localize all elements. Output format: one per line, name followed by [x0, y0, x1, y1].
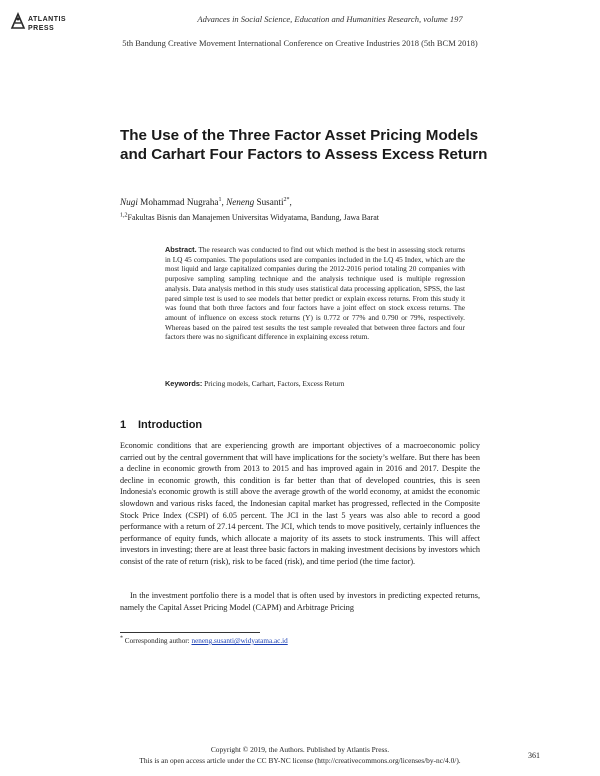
- author2-family: Susanti: [254, 197, 284, 207]
- series-header: Advances in Social Science, Education and Humanities Research, volume 197: [197, 14, 463, 24]
- paper-title: The Use of the Three Factor Asset Pricing Models and Carhart Four Factors to Assess Excess Return: [120, 127, 488, 163]
- author1-sup: 1: [218, 196, 222, 203]
- footnote-mark: *: [120, 635, 123, 642]
- page-number: 361: [528, 751, 540, 760]
- author1-family: Mohammad Nugraha: [137, 197, 219, 207]
- footnote-rule: [120, 632, 260, 633]
- atlantis-logo-icon: [10, 12, 26, 30]
- author-tail: ,: [289, 197, 292, 207]
- keywords-label: Keywords:: [165, 379, 203, 388]
- author2-given: Neneng: [226, 197, 255, 207]
- keywords-text: Pricing models, Carhart, Factors, Excess Return: [202, 379, 345, 388]
- author-sep: ,: [221, 197, 227, 207]
- section-title: Introduction: [138, 419, 203, 431]
- conference-header: 5th Bandung Creative Movement International Conference on Creative Industries 2018 (5th BCM 2018): [122, 38, 478, 48]
- footnote-label: Corresponding author:: [123, 637, 192, 645]
- affil-sup: 1,2: [120, 212, 128, 219]
- affiliation: [120, 213, 379, 222]
- keywords: [165, 379, 465, 389]
- copyright-line: Copyright © 2019, the Authors. Published by Atlantis Press.: [210, 745, 390, 754]
- author2-sup: 2*: [283, 196, 290, 203]
- abstract: [165, 245, 465, 342]
- author1-given: Nugi: [120, 197, 138, 207]
- logo-line2: PRESS: [28, 25, 55, 32]
- license-line: This is an open access article under the CC BY-NC license (http://creativecommons.org/licenses/by-nc/4.0/).: [139, 756, 461, 765]
- section-heading: [120, 419, 202, 431]
- intro-paragraph-2: In the investment portfolio there is a model that is often used by investors in predicting expected returns, namely the Capital Asset Pricing Model (CAPM) and Arbitrage Pricing: [120, 591, 480, 612]
- affil-text: Fakultas Bisnis dan Manajemen Universitas Widyatama, Bandung, Jawa Barat: [127, 213, 379, 222]
- logo-line1: ATLANTIS: [28, 16, 67, 23]
- section-number: 1: [120, 419, 127, 431]
- author-line: [120, 197, 292, 207]
- footnote: [120, 637, 288, 645]
- corresponding-email-link[interactable]: neneng.susanti@widyatama.ac.id: [191, 637, 288, 645]
- abstract-label: Abstract.: [165, 245, 197, 254]
- abstract-text: The research was conducted to find out which method is the best in assessing stock returns in LQ 45 companies. The populations used are companies included in the LQ 45 Index, which are the most liquid and large capitalized companies during the 2012-2016 period totaling 20 companies with purposive sampling sampling technique and the analysis technique used is multiple regression analysis. Data analysis method in this study uses statistical data processing application, SPSS, the last pared simple test is used to see models that better predict or explain excess returns. From this study it was found that both three factors and four factors have a joint effect on stock excess returns. The amount of influence on excess stock returns (Y) is 0.772 or 77% and 0.790 or 79%, respectively. Whereas based on the paired test sesults the test sample revealed that between three factors and four factors there was no significant difference in explaining excess retum.: [165, 245, 465, 342]
- intro-paragraph-1: Economic conditions that are experiencing growth are important objectives of a macroeconomic policy carried out by the central government that will have implications for the society’s welfare. But there has been a decline in economic growth from 2013 to 2015 and has improved again in 2016 and 2017. Despite the decline in economic growth, this condition is far better than that of developed countries, this is seen Indonesia's economic growth is still above the average growth of the world economy, at amidst the economic slowdown and various risks faced, the Indonesian capital market has progressed, reflected in the Composite Stock Price Index (CSPI) of 6.05 percent. The JCI in the last 5 years was also able to record a good performance with a return of 27.14 percent. The JCI, which tends to move positively, certainly influences the performance of equity funds, which allocate a majority of its assets to stock instruments. This will affect investors in investing; there are at least three basic factors in making investment decisions by investors which consist of the rate of return (risk), risk to be faced (risk), and time period (the time factor).: [120, 441, 480, 566]
